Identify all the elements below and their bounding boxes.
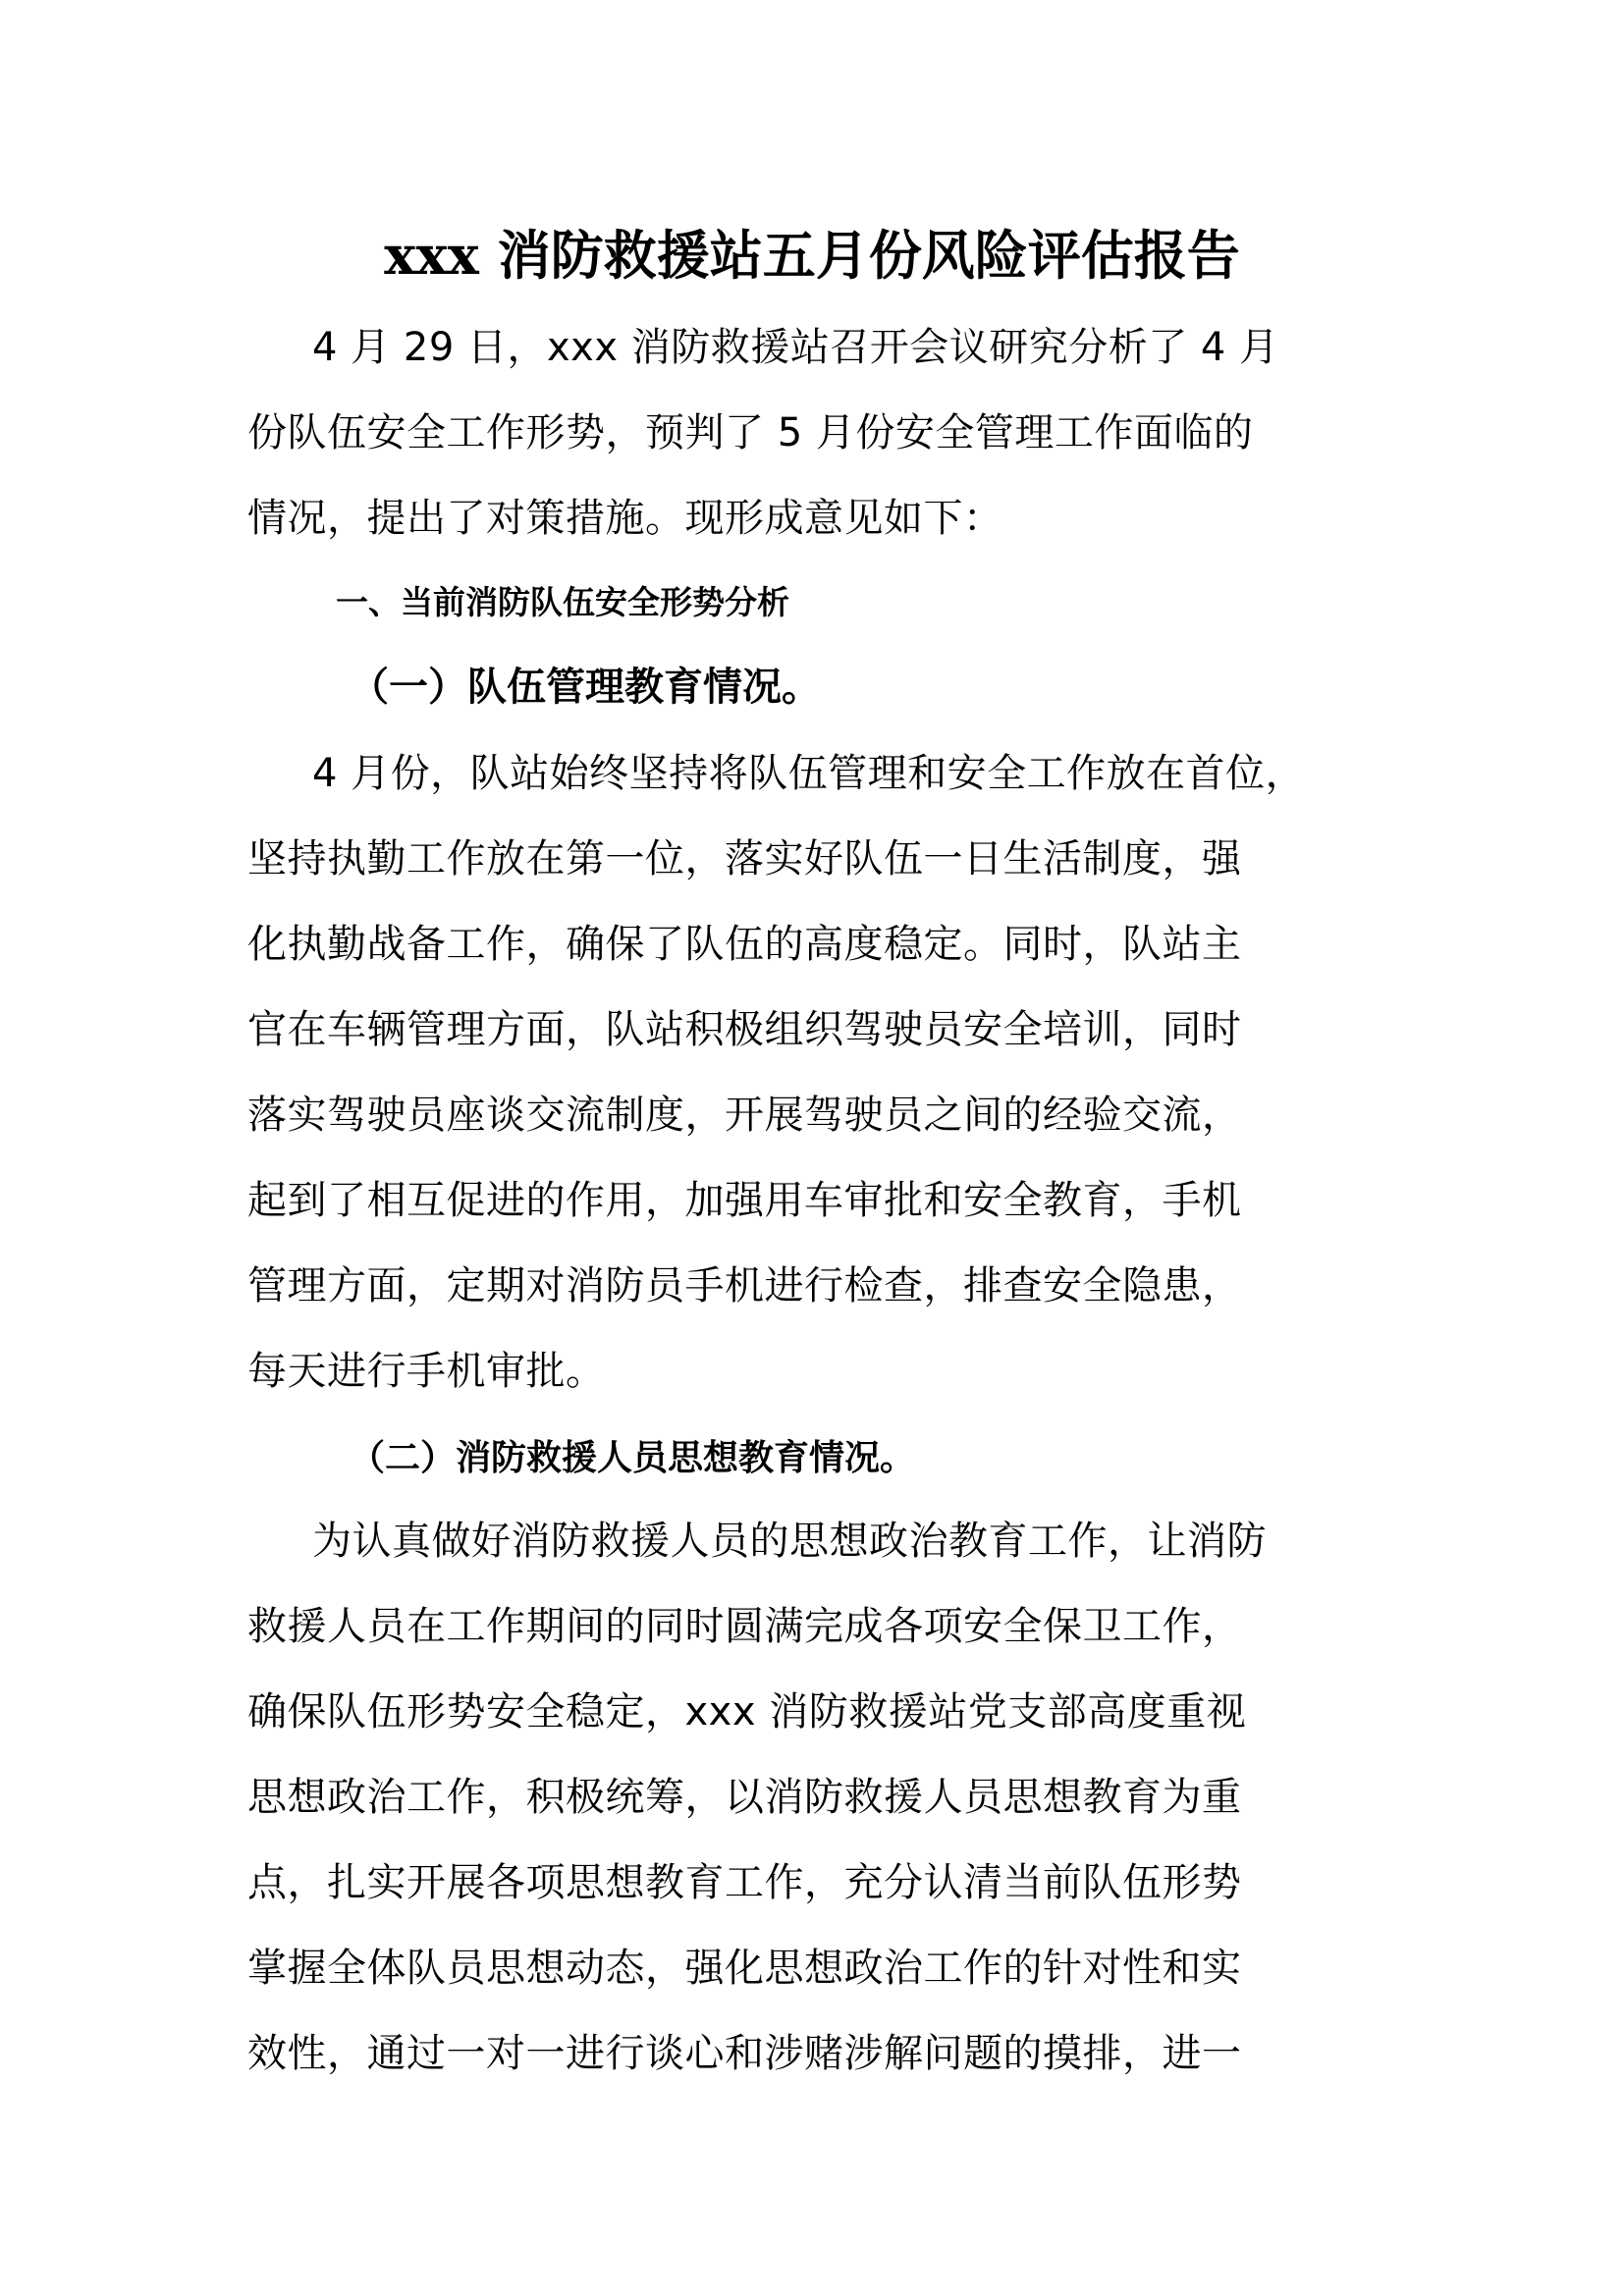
paragraph-line: 确保队伍形势安全稳定，xxx 消防救援站党支部高度重视 <box>247 1689 1247 1735</box>
intro-line-1: 4 月 29 日，xxx 消防救援站召开会议研究分析了 4 月 <box>312 325 1279 370</box>
paragraph-line: 4 月份，队站始终坚持将队伍管理和安全工作放在首位， <box>312 751 1306 796</box>
paragraph-line: 点，扎实开展各项思想教育工作，充分认清当前队伍形势 <box>247 1860 1242 1905</box>
intro-line-3: 情况，提出了对策措施。现形成意见如下： <box>247 496 1003 541</box>
subsection-heading: （一）队伍管理教育情况。 <box>350 665 821 710</box>
section-heading: 一、当前消防队伍安全形势分析 <box>336 583 789 621</box>
paragraph-line: 每天进行手机审批。 <box>247 1349 606 1394</box>
paragraph-line: 化执勤战备工作，确保了队伍的高度稳定。同时，队站主 <box>247 922 1242 967</box>
paragraph-line: 管理方面，定期对消防员手机进行检查，排查安全隐患， <box>247 1263 1242 1308</box>
paragraph-line: 为认真做好消防救援人员的思想政治教育工作，让消防 <box>312 1519 1267 1564</box>
paragraph-line: 效性，通过一对一进行谈心和涉赌涉解问题的摸排，进一 <box>247 2031 1242 2076</box>
document-title <box>0 224 1624 288</box>
subsection-heading: （二）消防救援人员思想教育情况。 <box>350 1438 916 1478</box>
paragraph-line: 坚持执勤工作放在第一位，落实好队伍一日生活制度，强 <box>247 836 1242 881</box>
paragraph-line: 官在车辆管理方面，队站积极组织驾驶员安全培训，同时 <box>247 1007 1242 1052</box>
title-text: 消防救援站五月份风险评估报告 <box>478 225 1240 287</box>
paragraph-line: 起到了相互促进的作用，加强用车审批和安全教育，手机 <box>247 1178 1242 1223</box>
paragraph-line: 救援人员在工作期间的同时圆满完成各项安全保卫工作， <box>247 1604 1242 1649</box>
paragraph-line: 落实驾驶员座谈交流制度，开展驾驶员之间的经验交流， <box>247 1093 1242 1138</box>
paragraph-line: 掌握全体队员思想动态，强化思想政治工作的针对性和实 <box>247 1946 1242 1991</box>
title-prefix: xxx <box>384 224 479 287</box>
paragraph-line: 思想政治工作，积极统筹，以消防救援人员思想教育为重 <box>247 1775 1242 1820</box>
intro-line-2: 份队伍安全工作形势，预判了 5 月份安全管理工作面临的 <box>247 410 1254 455</box>
